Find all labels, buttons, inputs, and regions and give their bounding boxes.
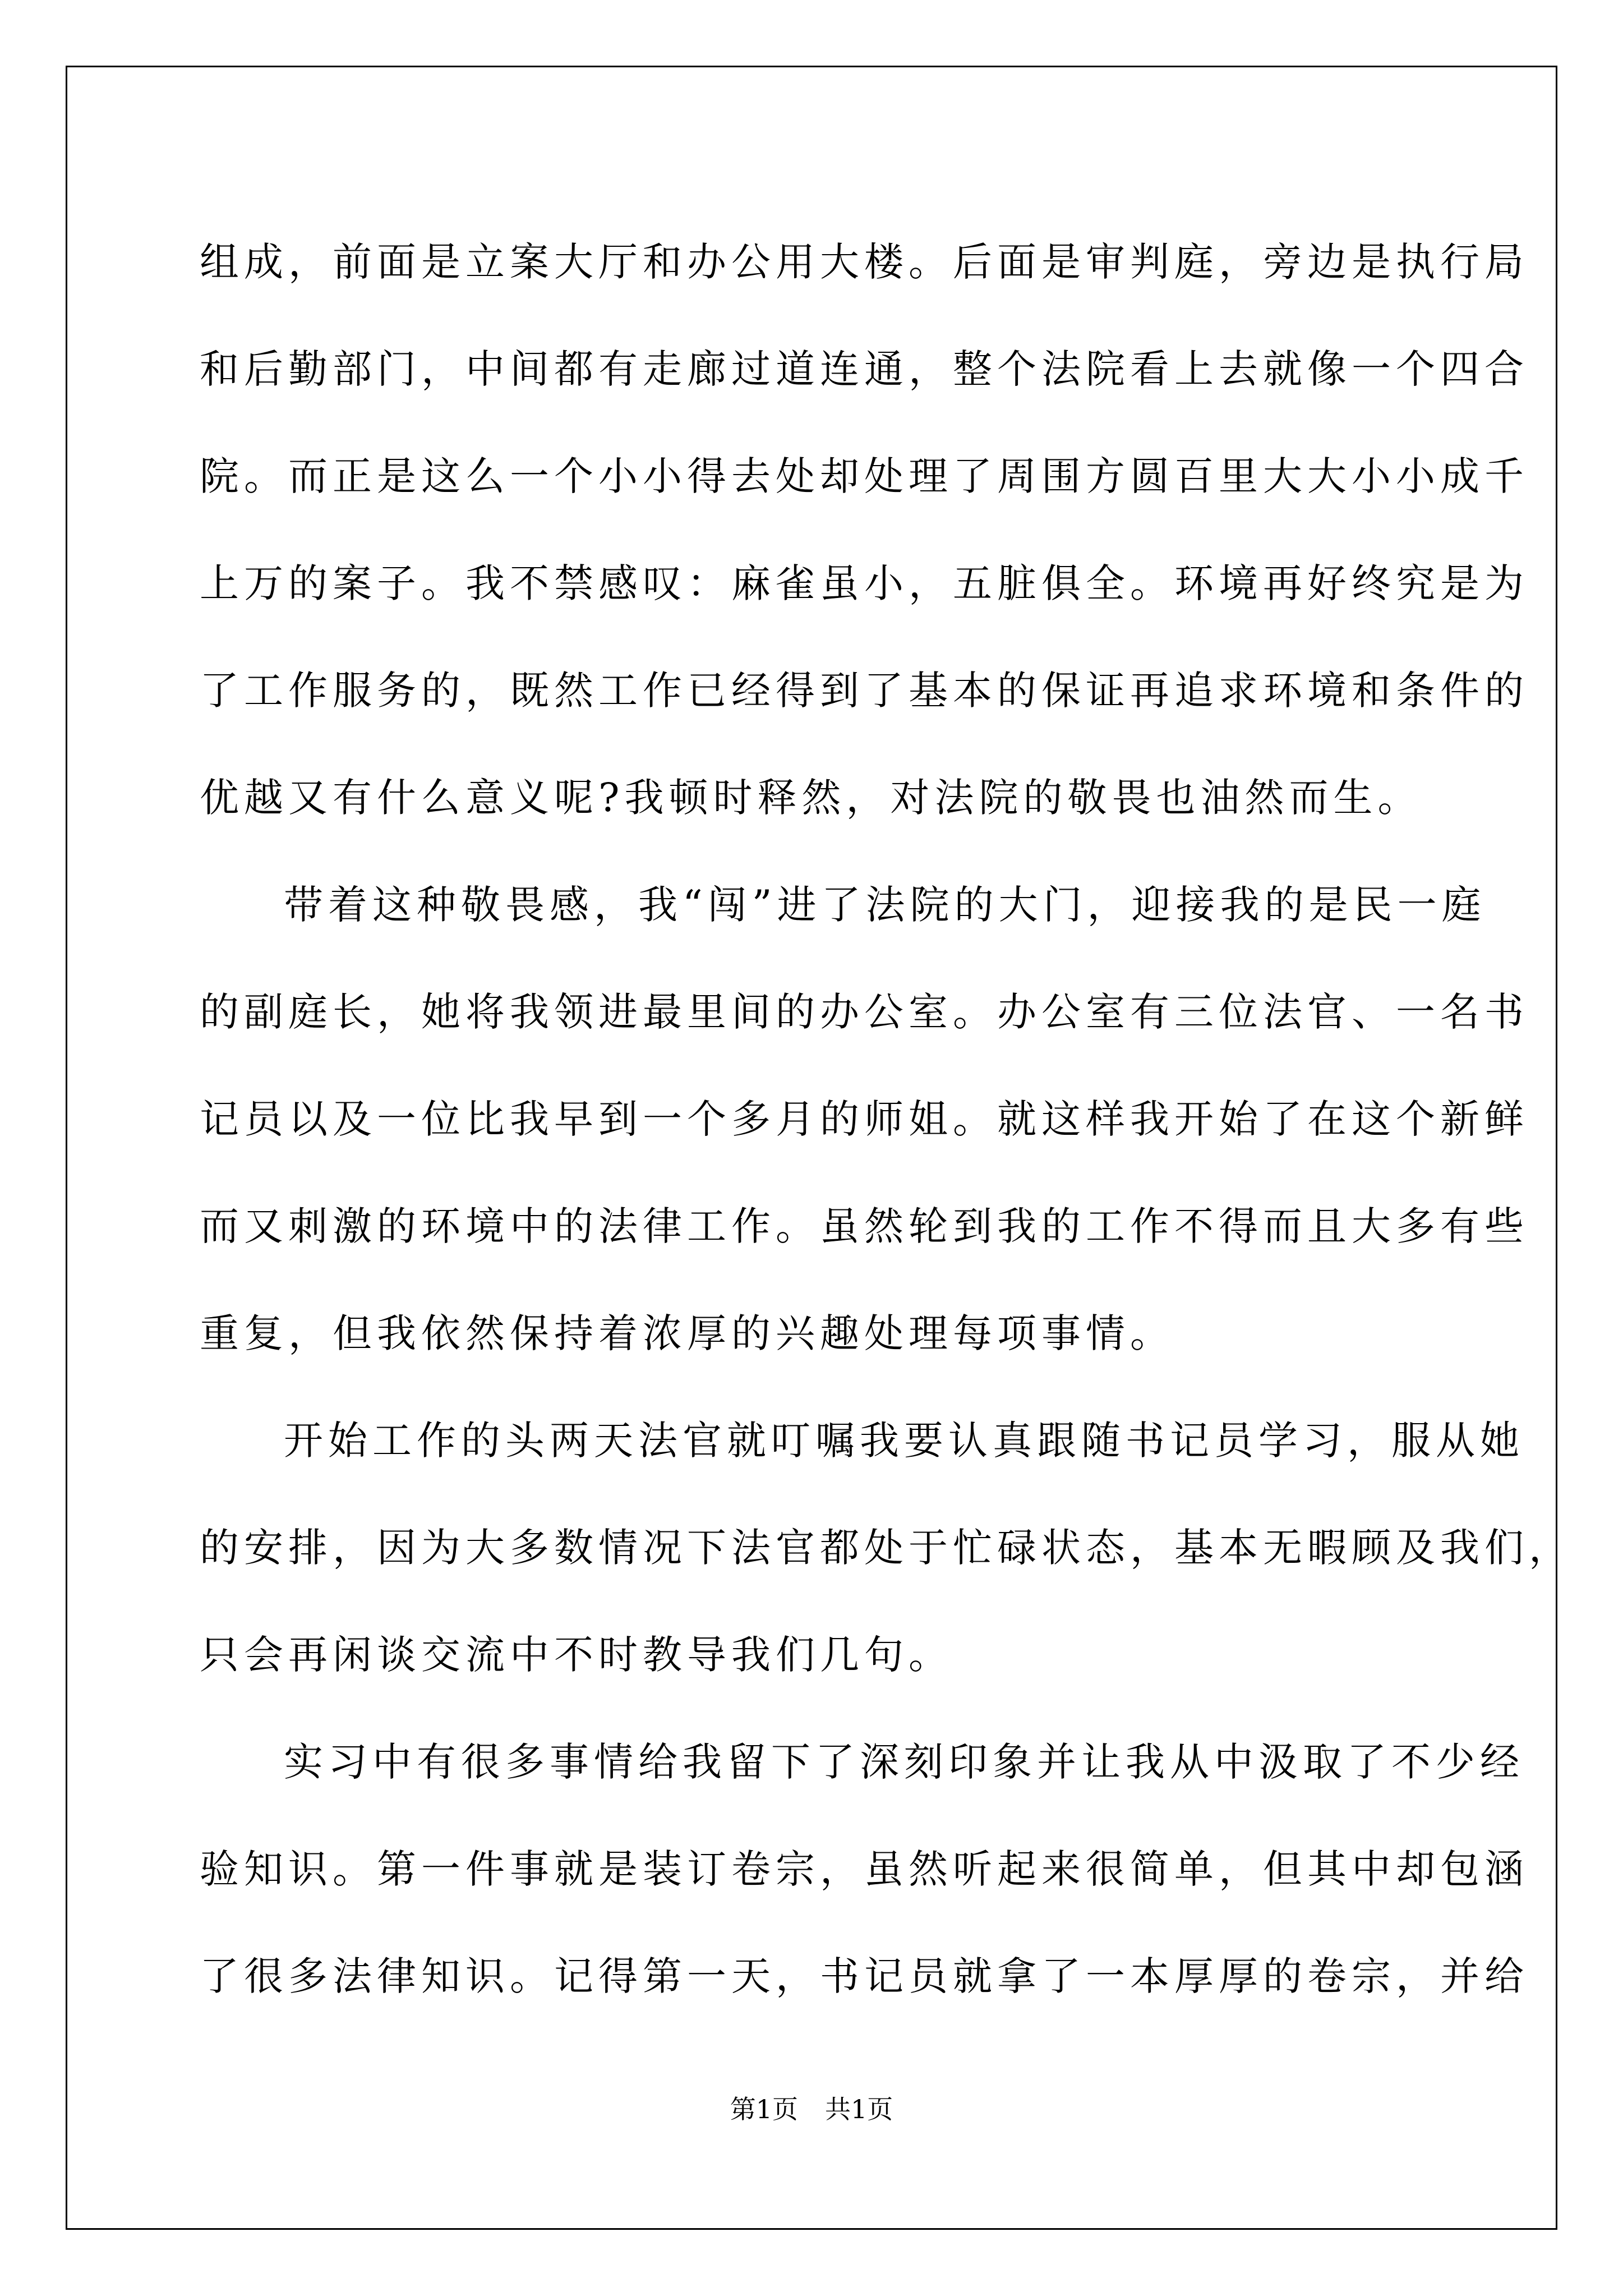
page-number: 第1页 <box>730 2094 798 2124</box>
text-line: 优越又有什么意义呢?我顿时释然，对法院的敬畏也油然而生。 <box>200 775 1422 821</box>
text-line: 和后勤部门，中间都有走廊过道连通，整个法院看上去就像一个四合 <box>200 346 1529 392</box>
text-line: 的安排，因为大多数情况下法官都处于忙碌状态，基本无暇顾及我们， <box>200 1525 1573 1571</box>
paragraph-first-line: 实习中有很多事情给我留下了深刻印象并让我从中汲取了不少经 <box>284 1739 1524 1785</box>
page-total: 共1页 <box>825 2094 893 2124</box>
text-line: 了很多法律知识。记得第一天，书记员就拿了一本厚厚的卷宗，并给 <box>200 1953 1529 1999</box>
text-line: 组成，前面是立案大厅和办公用大楼。后面是审判庭，旁边是执行局 <box>200 239 1529 285</box>
page-footer <box>0 2092 1623 2126</box>
text-line: 只会再闲谈交流中不时教导我们几句。 <box>200 1632 953 1678</box>
text-line: 的副庭长，她将我领进最里间的办公室。办公室有三位法官、一名书 <box>200 989 1529 1035</box>
text-line: 了工作服务的，既然工作已经得到了基本的保证再追求环境和条件的 <box>200 668 1529 714</box>
text-line: 记员以及一位比我早到一个多月的师姐。就这样我开始了在这个新鲜 <box>200 1096 1529 1142</box>
text-line: 院。而正是这么一个小小得去处却处理了周围方圆百里大大小小成千 <box>200 453 1529 499</box>
paragraph-first-line: 开始工作的头两天法官就叮嘱我要认真跟随书记员学习，服从她 <box>284 1418 1524 1464</box>
text-line: 上万的案子。我不禁感叹：麻雀虽小，五脏俱全。环境再好终究是为 <box>200 560 1529 606</box>
text-line: 而又刺激的环境中的法律工作。虽然轮到我的工作不得而且大多有些 <box>200 1203 1529 1249</box>
paragraph-first-line: 带着这种敬畏感，我“闯”进了法院的大门，迎接我的是民一庭 <box>284 882 1486 928</box>
text-line: 重复，但我依然保持着浓厚的兴趣处理每项事情。 <box>200 1310 1174 1356</box>
document-body <box>200 209 1573 2030</box>
text-line: 验知识。第一件事就是装订卷宗，虽然听起来很简单，但其中却包涵 <box>200 1846 1529 1892</box>
